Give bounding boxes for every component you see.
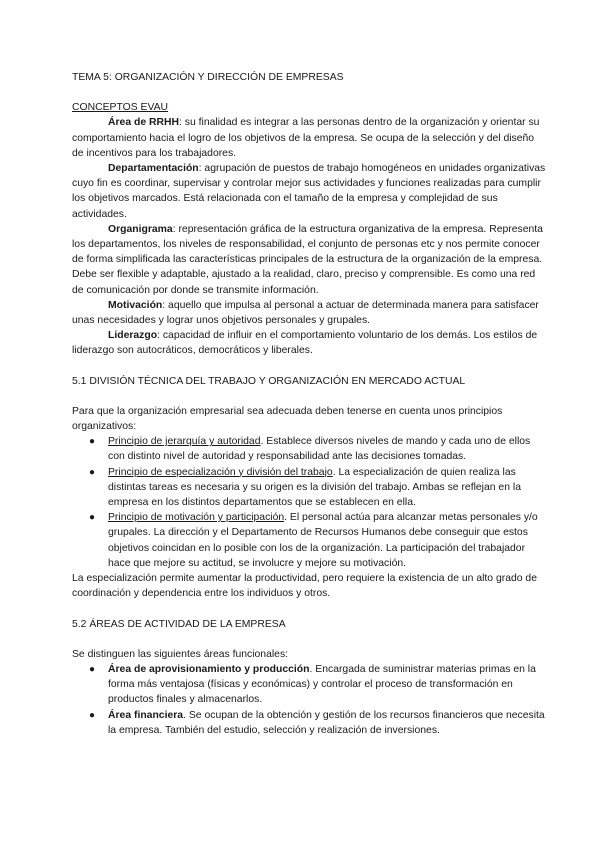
principles-list bbox=[72, 434, 546, 571]
page-title: TEMA 5: ORGANIZACIÓN Y DIRECCIÓN DE EMPRESAS bbox=[72, 72, 344, 83]
concept-term: Liderazgo bbox=[108, 330, 158, 342]
concept-organigrama bbox=[72, 222, 546, 298]
concept-term: Organigrama bbox=[108, 223, 173, 235]
concept-definition: : su finalidad es integrar a las personas dentro de la organización y orientar su comportamiento hacia el logro de los objetivos de la empresa. Se ocupa de la selección y del diseño de incentivos para los trabajadores. bbox=[72, 117, 540, 159]
concept-motivacion bbox=[72, 298, 546, 328]
section-heading-5-1: 5.1 DIVISIÓN TÉCNICA DEL TRABAJO Y ORGANIZACIÓN EN MERCADO ACTUAL bbox=[72, 375, 466, 387]
concept-term: Departamentación bbox=[108, 163, 199, 175]
principle-text: . La especialización de quien realiza las distintas tareas es necesaria y su origen es la división del trabajo. Ambas se reflejan en la empresa en los distintos departamentos que se establecen en ella. bbox=[108, 466, 521, 509]
concept-definition: : agrupación de puestos de trabajo homogéneos en unidades organizativas cuyo fin es coordinar, supervisar y controlar mejor sus actividades y funciones realizadas para cumplir los objetivos marcados. Está relacionada con el tamaño de la empresa y complejidad de sus actividades. bbox=[72, 163, 546, 220]
bullet-icon: ● bbox=[89, 709, 96, 721]
section-heading-5-2: 5.2 ÁREAS DE ACTIVIDAD DE LA EMPRESA bbox=[72, 618, 286, 630]
bullet-icon: ● bbox=[89, 466, 96, 478]
bullet-icon: ● bbox=[89, 512, 96, 524]
concept-term: Motivación bbox=[108, 299, 163, 311]
list-item bbox=[89, 662, 546, 708]
concept-rrhh bbox=[72, 115, 546, 161]
principle-title: Principio de motivación y participación bbox=[108, 512, 285, 524]
concept-definition: : aquello que impulsa al personal a actuar de determinada manera para satisfacer unas necesidades y lograr unos objetivos personales y grupales. bbox=[72, 299, 539, 327]
concept-departamentacion bbox=[72, 161, 546, 222]
areas-list bbox=[72, 662, 546, 738]
concept-liderazgo bbox=[72, 328, 546, 358]
section-closing: La especialización permite aumentar la productividad, pero requiere la existencia de un alto grado de coordinación y dependencia entre los individuos y otros. bbox=[72, 573, 537, 600]
area-text: . Encargada de suministrar materias primas en la forma más ventajosa (físicas y económicas) y controlar el proceso de transformación en productos finales y almacenarlos. bbox=[108, 663, 536, 706]
area-title: Área de aprovisionamiento y producción bbox=[108, 663, 310, 675]
concepts-heading: CONCEPTOS EVAU bbox=[72, 102, 169, 114]
list-item bbox=[89, 434, 546, 464]
section-intro: Se distinguen las siguientes áreas funcionales: bbox=[72, 648, 289, 660]
concept-definition: : capacidad de influir en el comportamiento voluntario de los demás. Los estilos de liderazgo son autocráticos, democráticos y liberales. bbox=[72, 330, 538, 357]
area-title: Área financiera bbox=[108, 709, 184, 721]
principle-title: Principio de especialización y división del trabajo bbox=[108, 466, 333, 478]
list-item bbox=[89, 708, 546, 738]
bullet-icon: ● bbox=[89, 436, 96, 448]
principle-title: Principio de jerarquía y autoridad bbox=[108, 436, 261, 448]
concept-term: Área de RRHH bbox=[108, 117, 180, 129]
concept-definition: : representación gráfica de la estructura organizativa de la empresa. Representa los departamentos, los niveles de responsabilidad, el conjunto de personas etc y nos permite conocer de forma simplificada las características principales de la estructura de la organización de la empresa. Debe ser flexible y adaptable, ajustado a la realidad, claro, preciso y comprensible. Es como una red de comunicación por donde se transmite información. bbox=[72, 223, 543, 296]
list-item bbox=[89, 465, 546, 511]
section-intro: Para que la organización empresarial sea adecuada deben tenerse en cuenta unos principios organizativos: bbox=[72, 405, 503, 433]
list-item bbox=[89, 510, 546, 571]
bullet-icon: ● bbox=[89, 663, 96, 675]
area-text: . Se ocupan de la obtención y gestión de los recursos financieros que necesita la empresa. También del estudio, selección y realización de inversiones. bbox=[108, 709, 545, 736]
principle-text: . El personal actúa para alcanzar metas personales y/o grupales. La dirección y el Departamento de Recursos Humanos debe conseguir que estos objetivos coincidan en lo posible con los de la organización. La participación del trabajador hace que mejore su actitud, se involucre y mejore su motivación. bbox=[108, 512, 538, 569]
principle-text: . Establece diversos niveles de mando y cada uno de ellos con distinto nivel de autoridad y responsabilidad ante las decisiones tomadas. bbox=[108, 436, 531, 463]
